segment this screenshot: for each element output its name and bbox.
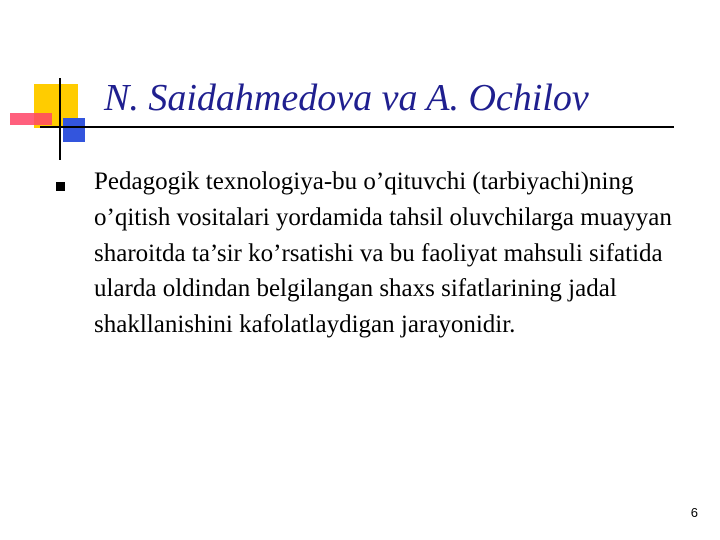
corner-decoration — [0, 0, 120, 170]
deco-red-bar — [10, 113, 52, 125]
page-number: 6 — [690, 505, 698, 520]
deco-blue-square — [63, 118, 85, 142]
slide-title: N. Saidahmedova va A. Ochilov — [104, 77, 589, 119]
bullet-marker — [56, 182, 65, 191]
bullet-text: Pedagogik texnologiya-bu o’qituvchi (tarbiyachi)ning o’qitish vositalari yordamida tahsil oluvchilarga muayyan sharoitda ta’sir ko’rsatishi va bu faoliyat mahsuli sifatida ularda oldindan belgilangan shaxs sifatlarining jadal shakllanishini kafolatlaydigan jarayonidir. — [94, 168, 672, 339]
title-underline — [40, 126, 674, 128]
